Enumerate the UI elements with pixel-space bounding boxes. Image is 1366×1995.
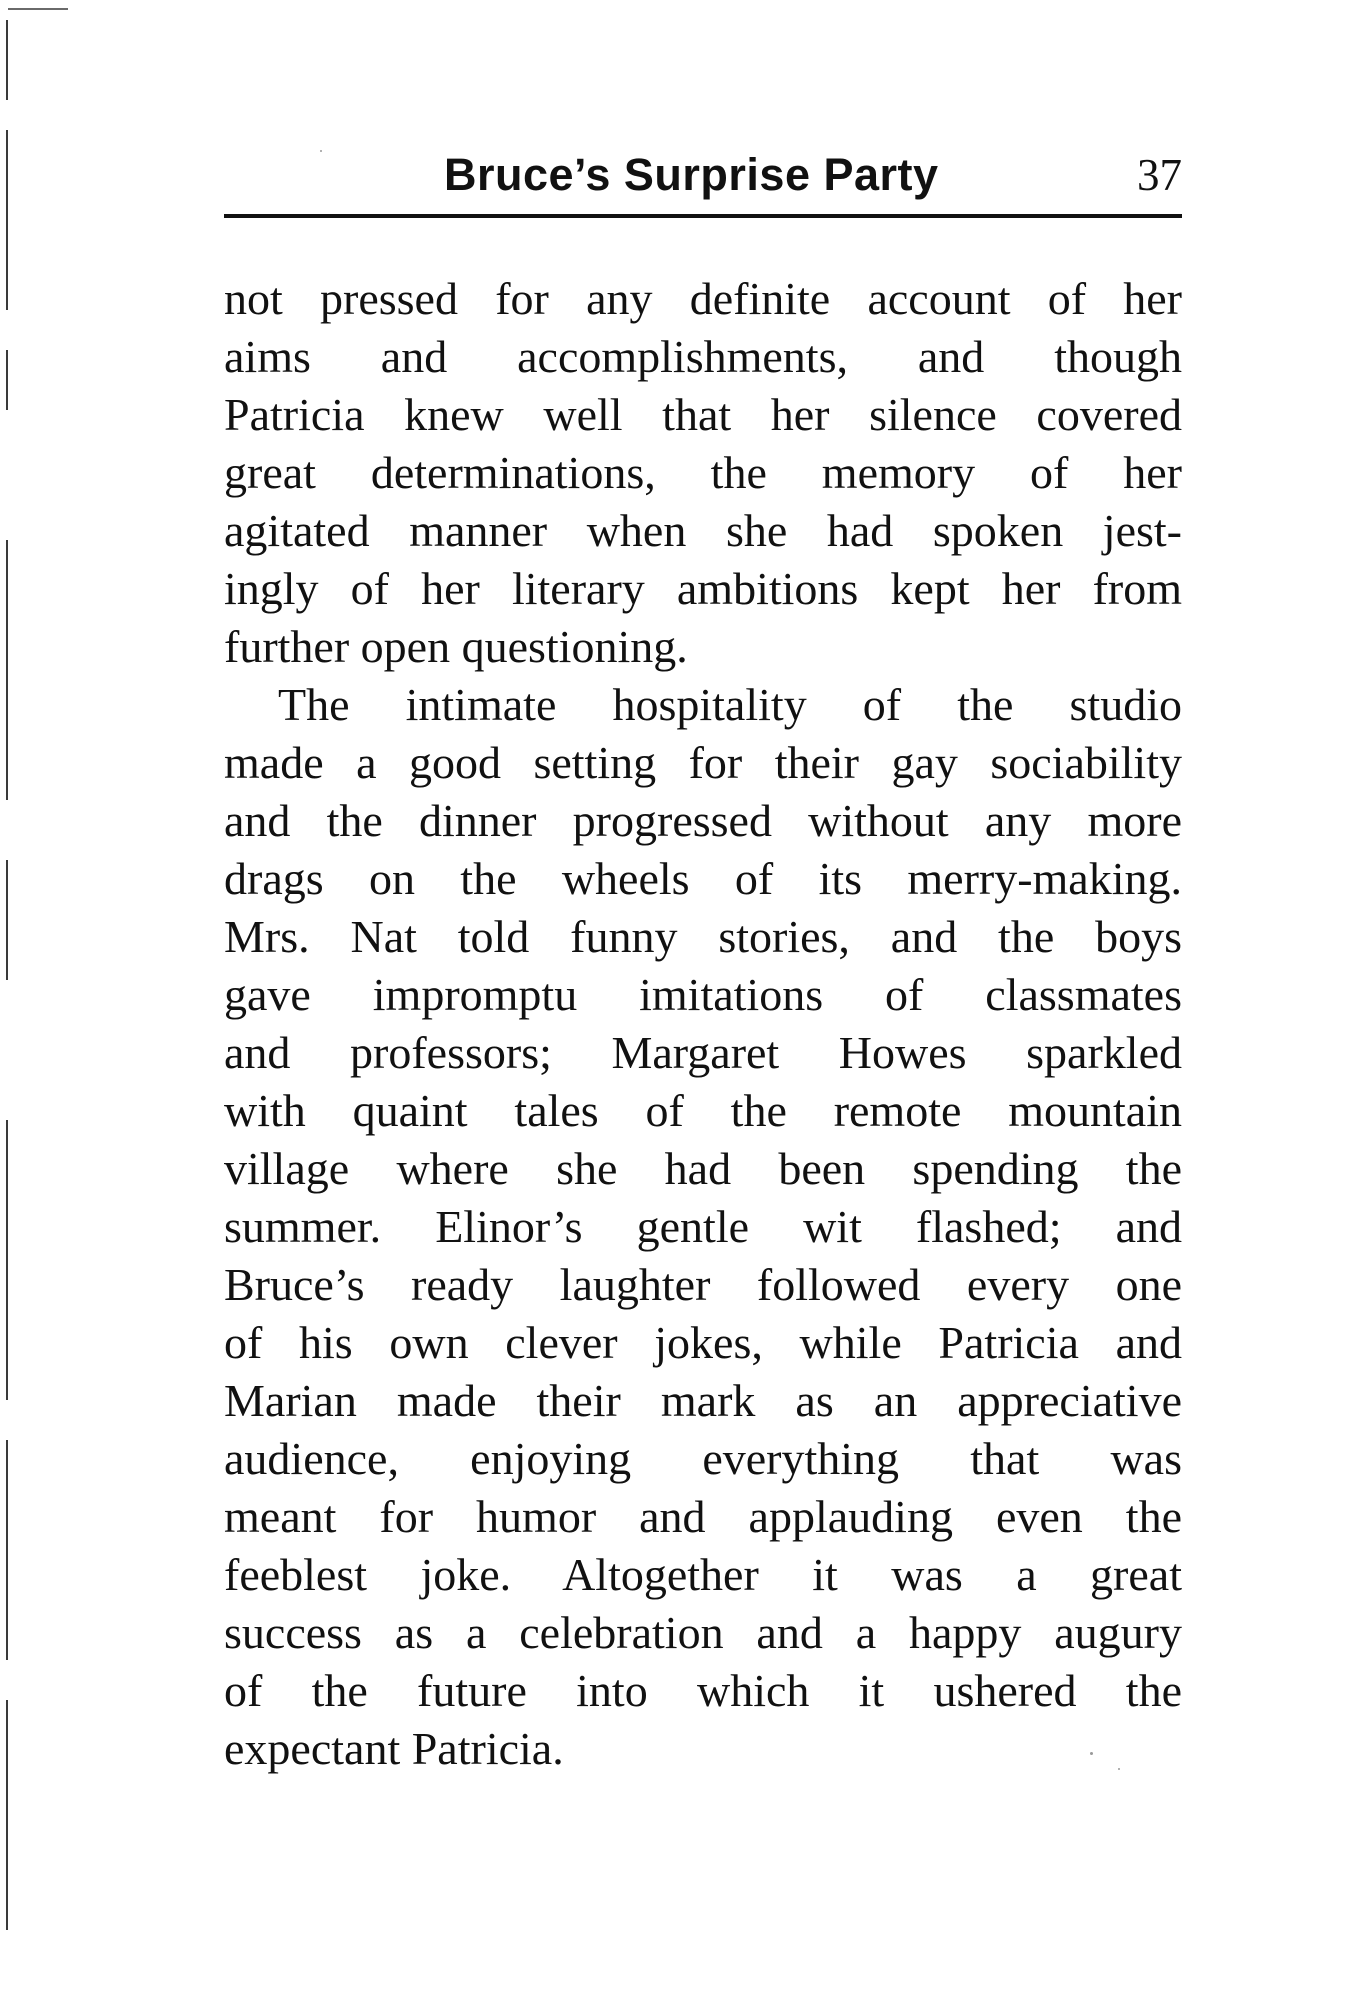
scan-edge-mark xyxy=(6,1700,8,1930)
scan-speck xyxy=(1118,1768,1120,1770)
text-line: audience, enjoying everything that was xyxy=(224,1433,1182,1484)
text-line: meant for humor and applauding even the xyxy=(224,1491,1182,1542)
text-line: drags on the wheels of its merry-making. xyxy=(224,853,1182,904)
running-header xyxy=(224,148,1182,214)
scan-edge-mark xyxy=(6,130,8,310)
text-line: ingly of her literary ambitions kept her from xyxy=(224,563,1182,614)
body-text xyxy=(224,270,1182,1778)
text-line: feeblest joke. Altogether it was a great xyxy=(224,1549,1182,1600)
text-line: with quaint tales of the remote mountain xyxy=(224,1085,1182,1136)
text-line: further open questioning. xyxy=(224,621,688,672)
text-line: not pressed for any definite account of her xyxy=(224,273,1182,324)
text-line: great determinations, the memory of her xyxy=(224,447,1182,498)
text-line: of the future into which it ushered the xyxy=(224,1665,1182,1716)
text-line: and professors; Margaret Howes sparkled xyxy=(224,1027,1182,1078)
scan-speck xyxy=(1090,1752,1093,1755)
text-line: village where she had been spending the xyxy=(224,1143,1182,1194)
page-number: 37 xyxy=(1137,150,1182,200)
text-line: gave impromptu imitations of classmates xyxy=(224,969,1182,1020)
text-line: expectant Patricia. xyxy=(224,1723,564,1774)
scan-edge-mark xyxy=(6,350,8,410)
running-title: Bruce’s Surprise Party xyxy=(444,149,939,200)
scan-edge-mark xyxy=(6,1120,8,1400)
text-line: success as a celebration and a happy augury xyxy=(224,1607,1182,1658)
text-line: Patricia knew well that her silence covered xyxy=(224,389,1182,440)
scan-edge-mark xyxy=(6,1440,8,1660)
text-line: made a good setting for their gay sociability xyxy=(224,737,1182,788)
text-line: aims and accomplishments, and though xyxy=(224,331,1182,382)
scan-edge-mark xyxy=(6,540,8,800)
scan-speck xyxy=(320,150,322,152)
scan-corner-mark xyxy=(8,8,68,10)
paragraph-1 xyxy=(224,270,1182,676)
text-line: Marian made their mark as an appreciative xyxy=(224,1375,1182,1426)
header-rule xyxy=(224,214,1182,218)
scan-edge-mark xyxy=(6,20,8,100)
text-line: and the dinner progressed without any more xyxy=(224,795,1182,846)
text-line: summer. Elinor’s gentle wit flashed; and xyxy=(224,1201,1182,1252)
scan-edge-mark xyxy=(6,860,8,980)
text-line: Mrs. Nat told funny stories, and the boys xyxy=(224,911,1182,962)
scan-margin-edge xyxy=(0,0,22,1995)
paragraph-2 xyxy=(224,676,1182,1778)
text-line: of his own clever jokes, while Patricia and xyxy=(224,1317,1182,1368)
text-line: agitated manner when she had spoken jest- xyxy=(224,505,1182,556)
text-line: The intimate hospitality of the studio xyxy=(278,679,1182,730)
text-line: Bruce’s ready laughter followed every one xyxy=(224,1259,1182,1310)
